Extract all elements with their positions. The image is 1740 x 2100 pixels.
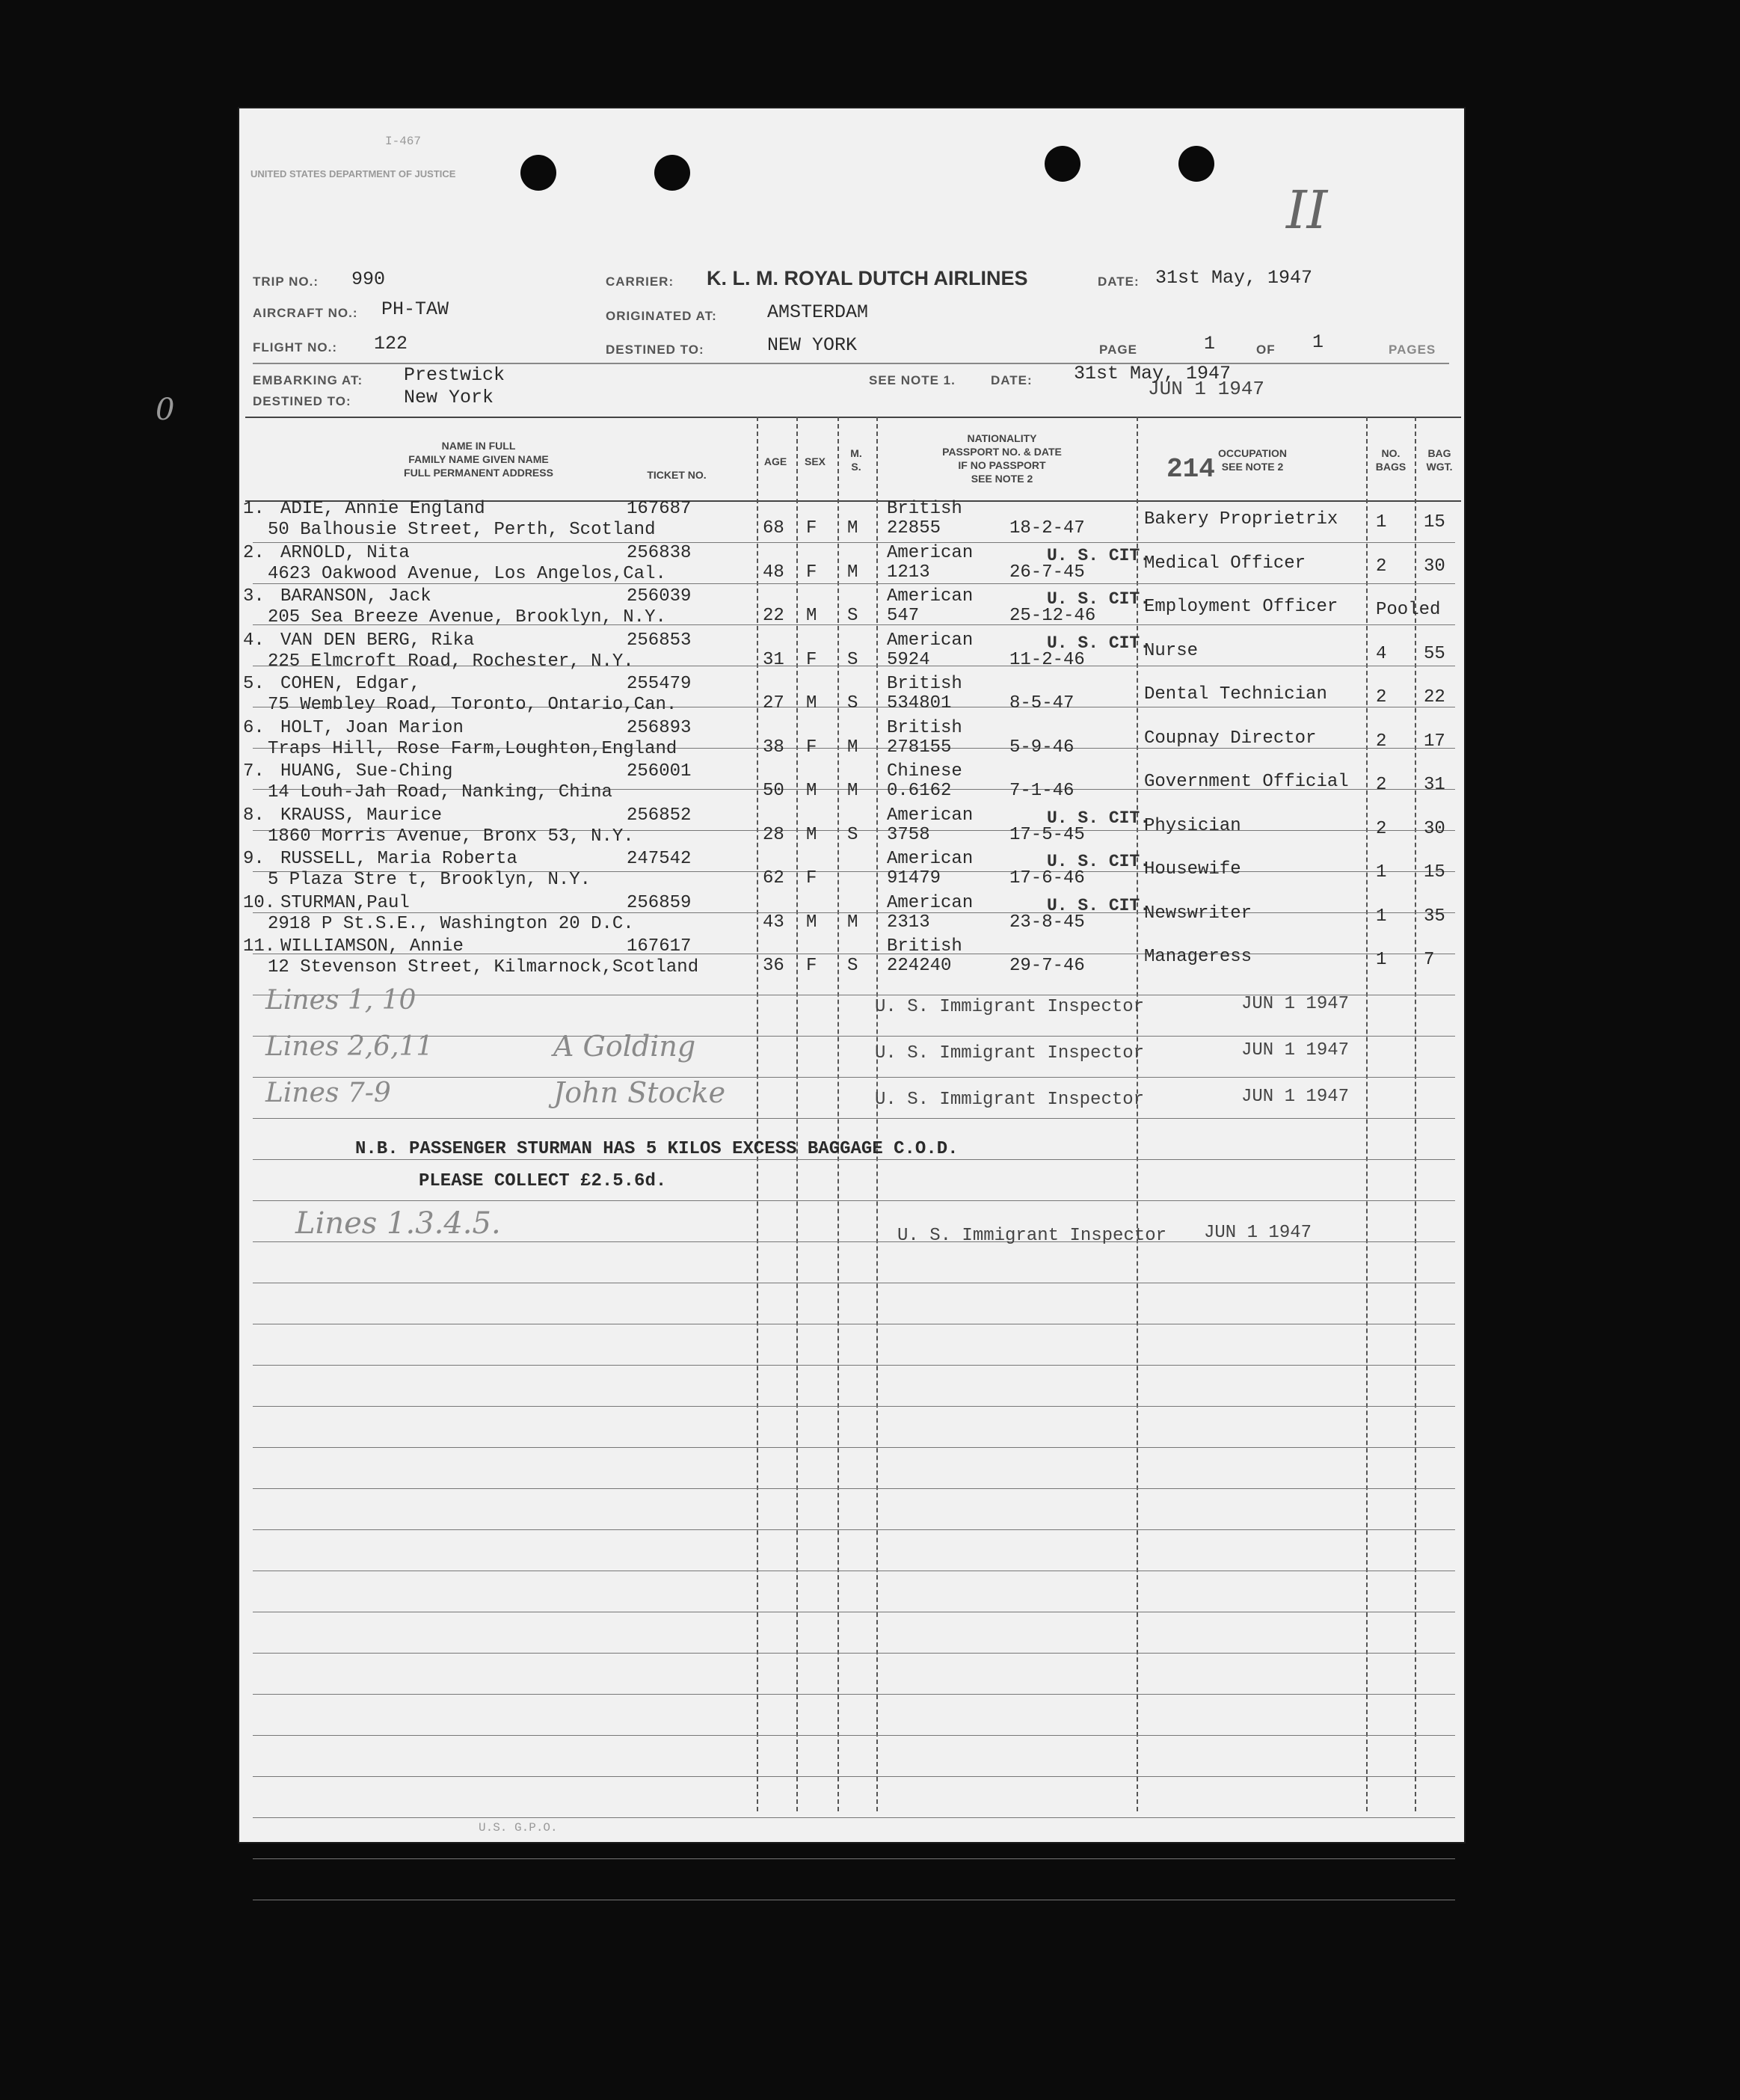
bag-weight: 35 [1424, 906, 1445, 927]
col-wgt-heading [1417, 446, 1462, 473]
passenger-age: 62 [763, 868, 784, 888]
citizen-stamp: U. S. CIT. [1047, 852, 1151, 871]
row-rule [253, 1406, 1455, 1407]
see-note-label: SEE NOTE 1. [869, 373, 956, 387]
col-ms-line2: S. [851, 461, 861, 473]
bag-weight: 15 [1424, 512, 1445, 532]
passenger-address: 14 Louh-Jah Road, Nanking, China [268, 782, 612, 802]
column-divider [1137, 417, 1138, 1811]
row-rule [253, 1817, 1455, 1818]
row-rule [253, 1653, 1455, 1654]
passenger-occupation: Physician [1144, 815, 1241, 836]
ticket-number: 255479 [627, 674, 692, 694]
row-rule [253, 1200, 1455, 1201]
ticket-number: 256001 [627, 761, 692, 782]
bag-count: 2 [1376, 775, 1387, 795]
passenger-address: 5 Plaza Stre t, Brooklyn, N.Y. [268, 870, 591, 890]
passenger-marital-status: S [847, 606, 858, 626]
passenger-name: COHEN, Edgar, [280, 674, 421, 694]
inspector-stamp: U. S. Immigrant Inspector [875, 997, 1145, 1017]
passenger-age: 43 [763, 912, 784, 933]
inspector-signature: A Golding [553, 1030, 696, 1063]
passenger-address: 12 Stevenson Street, Kilmarnock,Scotland [268, 957, 699, 977]
passenger-sex: F [806, 562, 817, 583]
passenger-sex: F [806, 737, 817, 758]
trip-value: 990 [351, 268, 386, 290]
final-inspection-date: JUN 1 1947 [1204, 1223, 1312, 1243]
passport-date: 23-8-45 [1009, 912, 1085, 933]
passport-date: 29-7-46 [1009, 956, 1085, 976]
column-divider [796, 417, 798, 1811]
col-nat-line2: PASSPORT NO. & DATE [942, 446, 1062, 458]
ticket-number: 256852 [627, 805, 692, 826]
ticket-number: 247542 [627, 849, 692, 869]
passenger-occupation: Government Official [1144, 772, 1349, 792]
passenger-name: HOLT, Joan Marion [280, 717, 464, 738]
passenger-sex: M [806, 693, 817, 713]
passenger-nationality: British [887, 674, 962, 694]
passenger-nationality: Chinese [887, 761, 962, 782]
passenger-age: 36 [763, 956, 784, 976]
ticket-number: 167687 [627, 499, 692, 519]
passenger-address: 4623 Oakwood Avenue, Los Angelos,Cal. [268, 563, 666, 584]
passenger-name: BARANSON, Jack [280, 586, 431, 607]
page-label: PAGE [1099, 343, 1137, 357]
manifest-page [156, 108, 1464, 1842]
of-label: OF [1256, 343, 1276, 357]
margin-mark: 0 [156, 393, 175, 427]
punch-hole [654, 155, 690, 191]
passport-date: 25-12-46 [1009, 606, 1096, 626]
tally-mark: II [1286, 179, 1328, 241]
inspection-date: JUN 1 1947 [1241, 1040, 1350, 1060]
passport-number: 224240 [887, 956, 952, 976]
passenger-age: 68 [763, 518, 784, 538]
passenger-nationality: American [887, 586, 974, 607]
row-rule [253, 1776, 1455, 1777]
passenger-number: 4. [243, 630, 265, 651]
bag-count: 1 [1376, 512, 1387, 532]
passenger-nationality: American [887, 892, 974, 913]
passenger-nationality: British [887, 499, 962, 519]
bag-count: 1 [1376, 862, 1387, 882]
col-age-heading: AGE [763, 455, 787, 467]
passenger-age: 27 [763, 693, 784, 713]
passenger-number: 2. [243, 542, 265, 563]
embarking-value: Prestwick [404, 364, 505, 386]
ticket-number: 256893 [627, 717, 692, 738]
col-nationality-heading [879, 432, 1125, 485]
passenger-age: 38 [763, 737, 784, 758]
row-rule [253, 1529, 1455, 1530]
bag-weight: 17 [1424, 731, 1445, 752]
passenger-number: 9. [243, 849, 265, 869]
column-divider [876, 417, 878, 1811]
passport-date: 7-1-46 [1009, 781, 1075, 801]
ticket-number: 256859 [627, 892, 692, 913]
bag-weight: 30 [1424, 556, 1445, 577]
passenger-age: 50 [763, 781, 784, 801]
passport-date: 8-5-47 [1009, 693, 1075, 713]
destined-value: NEW YORK [767, 334, 858, 356]
col-nat-line4: SEE NOTE 2 [971, 473, 1033, 485]
passport-number: 534801 [887, 693, 952, 713]
bag-count: 2 [1376, 556, 1387, 577]
passenger-sex: M [806, 606, 817, 626]
row-rule [253, 1118, 1455, 1119]
row-rule [253, 1159, 1455, 1160]
bag-weight: 30 [1424, 818, 1445, 839]
embarking-label: EMBARKING AT: [253, 373, 363, 387]
department-name: UNITED STATES DEPARTMENT OF JUSTICE [250, 168, 456, 179]
col-bags-line1: NO. [1381, 447, 1401, 459]
passenger-name: WILLIAMSON, Annie [280, 936, 464, 957]
bag-count: 2 [1376, 818, 1387, 839]
passenger-sex: F [806, 649, 817, 670]
passenger-name: KRAUSS, Maurice [280, 805, 443, 826]
col-occ-line1: OCCUPATION [1217, 447, 1288, 459]
passenger-occupation: Manageress [1144, 947, 1252, 967]
col-bags-line2: BAGS [1375, 461, 1407, 473]
column-divider [757, 417, 758, 1811]
bag-count: Pooled [1376, 600, 1441, 620]
passenger-number: 3. [243, 586, 265, 607]
bag-weight: 22 [1424, 687, 1445, 707]
column-divider [1415, 417, 1416, 1811]
passenger-occupation: Dental Technician [1144, 684, 1327, 704]
collect-note: PLEASE COLLECT £2.5.6d. [419, 1171, 667, 1191]
passenger-marital-status: S [847, 649, 858, 670]
passport-number: 278155 [887, 737, 952, 758]
bag-weight: 55 [1424, 643, 1445, 664]
printer-mark: U.S. G.P.O. [479, 1821, 558, 1835]
ticket-number: 167617 [627, 936, 692, 957]
col-occ-line2: SEE NOTE 2 [1221, 461, 1284, 473]
flight-label: FLIGHT NO.: [253, 340, 337, 354]
passenger-sex: F [806, 518, 817, 538]
passport-number: 547 [887, 606, 920, 626]
passenger-occupation: Employment Officer [1144, 597, 1338, 617]
passport-number: 5924 [887, 649, 930, 670]
passenger-number: 10. [243, 892, 276, 913]
passport-date: 18-2-47 [1009, 518, 1085, 538]
passenger-age: 48 [763, 562, 784, 583]
carrier-label: CARRIER: [606, 274, 674, 289]
ticket-number: 256838 [627, 542, 692, 563]
col-wgt-line2: WGT. [1426, 461, 1453, 473]
passenger-age: 22 [763, 606, 784, 626]
passenger-name: ADIE, Annie England [280, 499, 485, 519]
col-ms-line1: M. [850, 447, 862, 459]
row-rule [253, 1735, 1455, 1736]
col-nat-line1: NATIONALITY [967, 432, 1037, 444]
ticket-number: 256853 [627, 630, 692, 651]
col-nat-line3: IF NO PASSPORT [958, 459, 1046, 471]
bag-weight: 7 [1424, 950, 1435, 970]
passport-date: 11-2-46 [1009, 649, 1085, 670]
passenger-marital-status: M [847, 737, 858, 758]
col-name-line3: FULL PERMANENT ADDRESS [404, 467, 553, 479]
aircraft-value: PH-TAW [381, 298, 449, 320]
col-name-line1: NAME IN FULL [441, 440, 516, 452]
passenger-address: 1860 Morris Avenue, Bronx 53, N.Y. [268, 826, 634, 847]
passenger-name: ARNOLD, Nita [280, 542, 410, 563]
passport-date: 17-6-46 [1009, 868, 1085, 888]
row-rule [253, 1694, 1455, 1695]
occupation-code-number: 214 [1166, 454, 1215, 485]
passport-date: 5-9-46 [1009, 737, 1075, 758]
passenger-marital-status: S [847, 693, 858, 713]
passenger-number: 7. [243, 761, 265, 782]
form-code: I-467 [385, 135, 422, 148]
col-name-line2: FAMILY NAME GIVEN NAME [408, 453, 549, 465]
trip-label: TRIP NO.: [253, 274, 319, 289]
passenger-marital-status: S [847, 956, 858, 976]
passport-number: 2313 [887, 912, 930, 933]
row-rule [253, 1858, 1455, 1859]
punch-hole [1178, 146, 1214, 182]
col-bags-heading [1368, 446, 1413, 473]
inspection-lines-handwritten: Lines 1, 10 [265, 985, 416, 1016]
col-name-heading [329, 439, 628, 479]
passenger-sex: F [806, 868, 817, 888]
bag-weight: 31 [1424, 775, 1445, 795]
inspection-lines-handwritten: Lines 7-9 [265, 1078, 391, 1108]
passenger-occupation: Medical Officer [1144, 553, 1306, 574]
final-inspection-lines: Lines 1.3.4.5. [295, 1206, 501, 1241]
column-divider [1366, 417, 1368, 1811]
passenger-address: 225 Elmcroft Road, Rochester, N.Y. [268, 651, 634, 672]
citizen-stamp: U. S. CIT. [1047, 895, 1151, 915]
bag-count: 1 [1376, 906, 1387, 927]
passport-number: 22855 [887, 518, 941, 538]
passport-number: 1213 [887, 562, 930, 583]
inspection-date: JUN 1 1947 [1241, 1087, 1350, 1107]
bag-count: 2 [1376, 687, 1387, 707]
passenger-nationality: American [887, 805, 974, 826]
passenger-address: Traps Hill, Rose Farm,Loughton,England [268, 738, 677, 759]
passenger-name: STURMAN,Paul [280, 892, 410, 913]
passenger-age: 31 [763, 649, 784, 670]
carrier-value: K. L. M. ROYAL DUTCH AIRLINES [707, 267, 1028, 289]
citizen-stamp: U. S. CIT. [1047, 545, 1151, 565]
destined2-label: DESTINED TO: [253, 394, 351, 408]
date-value: 31st May, 1947 [1155, 267, 1313, 289]
passport-date: 17-5-45 [1009, 824, 1085, 845]
passenger-number: 1. [243, 499, 265, 519]
row-rule [253, 1447, 1455, 1448]
destined-label: DESTINED TO: [606, 343, 704, 357]
row-rule [253, 1488, 1455, 1489]
passenger-sex: M [806, 781, 817, 801]
ticket-number: 256039 [627, 586, 692, 607]
pages-label: PAGES [1389, 343, 1436, 357]
col-ms-heading [837, 446, 875, 473]
passenger-name: VAN DEN BERG, Rika [280, 630, 475, 651]
passenger-nationality: American [887, 542, 974, 563]
passenger-name: RUSSELL, Maria Roberta [280, 849, 517, 869]
row-rule [253, 1365, 1455, 1366]
passenger-address: 2918 P St.S.E., Washington 20 D.C. [268, 913, 634, 934]
row-rule [253, 1077, 1455, 1078]
passenger-address: 75 Wembley Road, Toronto, Ontario,Can. [268, 695, 677, 715]
col-wgt-line1: BAG [1427, 447, 1451, 459]
table-top-rule [245, 417, 1461, 418]
of-value: 1 [1312, 331, 1324, 353]
passenger-number: 11. [243, 936, 276, 957]
passenger-occupation: Newswriter [1144, 903, 1252, 924]
passenger-marital-status: M [847, 562, 858, 583]
passenger-number: 6. [243, 717, 265, 738]
destined2-value: New York [404, 387, 494, 408]
final-inspector-stamp: U. S. Immigrant Inspector [897, 1226, 1167, 1246]
passenger-sex: M [806, 912, 817, 933]
passenger-marital-status: S [847, 824, 858, 845]
date-label: DATE: [1098, 274, 1140, 289]
passenger-occupation: Housewife [1144, 859, 1241, 879]
punch-hole [1045, 146, 1080, 182]
passenger-marital-status: M [847, 912, 858, 933]
arrival-date-stamp: JUN 1 1947 [1148, 378, 1265, 400]
inspection-lines-handwritten: Lines 2,6,11 [265, 1031, 434, 1062]
col-sex-heading: SEX [804, 455, 826, 467]
passport-number: 3758 [887, 824, 930, 845]
passenger-occupation: Bakery Proprietrix [1144, 509, 1338, 529]
inspector-stamp: U. S. Immigrant Inspector [875, 1090, 1145, 1110]
column-divider [837, 417, 839, 1811]
passport-date: 26-7-45 [1009, 562, 1085, 583]
aircraft-label: AIRCRAFT NO.: [253, 306, 358, 320]
originated-value: AMSTERDAM [767, 301, 869, 323]
passenger-nationality: British [887, 717, 962, 738]
page-value: 1 [1204, 333, 1216, 354]
passenger-number: 8. [243, 805, 265, 826]
passenger-nationality: American [887, 630, 974, 651]
passenger-occupation: Nurse [1144, 640, 1199, 661]
bag-weight: 15 [1424, 862, 1445, 882]
originated-label: ORIGINATED AT: [606, 309, 717, 323]
inspector-signature: John Stocke [553, 1076, 726, 1109]
row-rule [253, 542, 1455, 543]
inspector-stamp: U. S. Immigrant Inspector [875, 1043, 1145, 1063]
bag-count: 2 [1376, 731, 1387, 752]
citizen-stamp: U. S. CIT. [1047, 808, 1151, 828]
passenger-nationality: American [887, 849, 974, 869]
date2-value: 31st May, 1947 [1074, 363, 1232, 384]
passenger-sex: F [806, 956, 817, 976]
passenger-address: 50 Balhousie Street, Perth, Scotland [268, 520, 656, 540]
passenger-sex: M [806, 824, 817, 845]
bag-count: 4 [1376, 643, 1387, 664]
citizen-stamp: U. S. CIT. [1047, 633, 1151, 653]
passenger-nationality: British [887, 936, 962, 957]
excess-baggage-note: N.B. PASSENGER STURMAN HAS 5 KILOS EXCESS BAGGAGE C.O.D. [355, 1139, 959, 1159]
passport-number: 0.6162 [887, 781, 952, 801]
flight-value: 122 [374, 333, 408, 354]
col-ticket-heading: TICKET NO. [647, 469, 707, 481]
passenger-marital-status: M [847, 781, 858, 801]
passenger-number: 5. [243, 674, 265, 694]
passenger-occupation: Coupnay Director [1144, 728, 1317, 749]
passenger-marital-status: M [847, 518, 858, 538]
punch-hole [520, 155, 556, 191]
inspection-date: JUN 1 1947 [1241, 994, 1350, 1014]
passenger-age: 28 [763, 824, 784, 845]
bag-count: 1 [1376, 950, 1387, 970]
citizen-stamp: U. S. CIT. [1047, 589, 1151, 609]
passenger-address: 205 Sea Breeze Avenue, Brooklyn, N.Y. [268, 607, 666, 627]
date2-label: DATE: [991, 373, 1033, 387]
passenger-name: HUANG, Sue-Ching [280, 761, 453, 782]
passport-number: 91479 [887, 868, 941, 888]
